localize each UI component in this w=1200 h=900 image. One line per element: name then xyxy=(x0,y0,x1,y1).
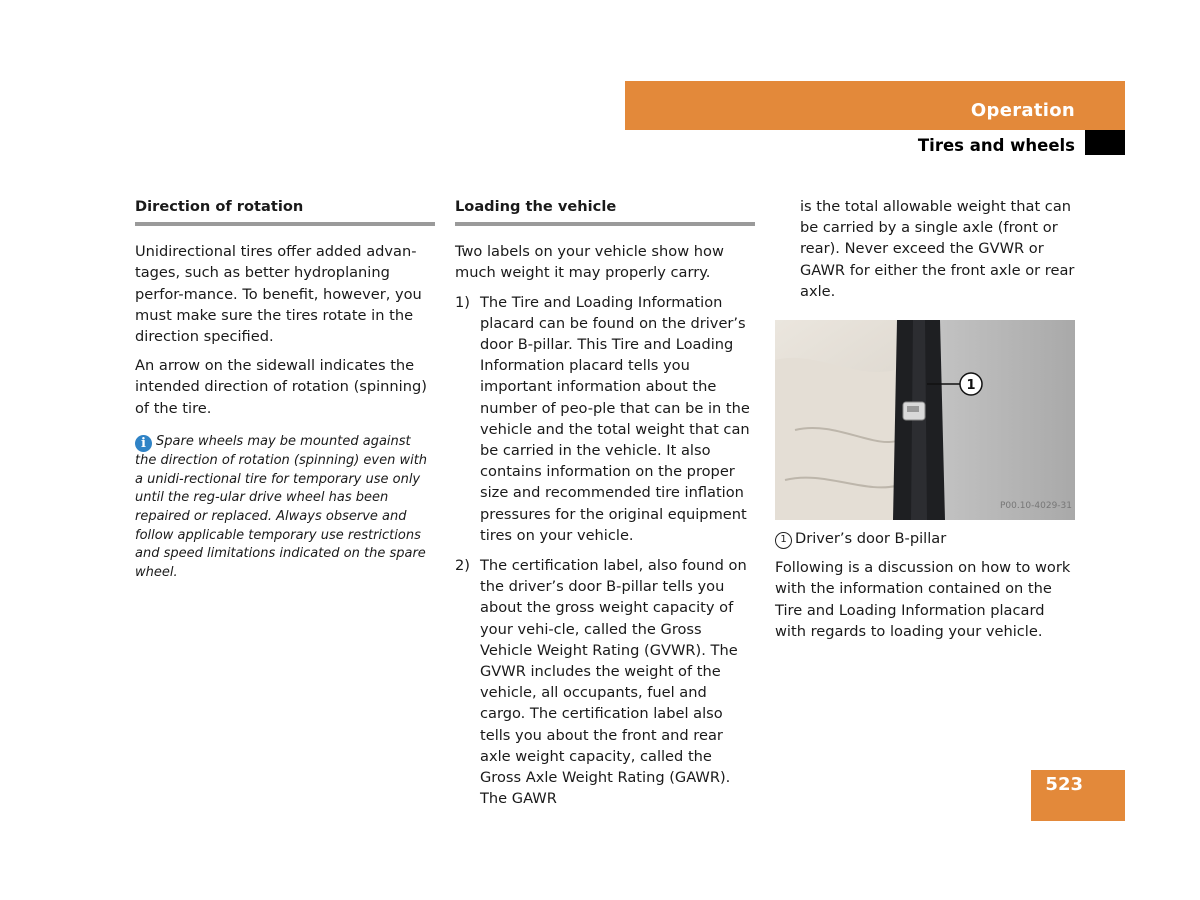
label-list xyxy=(455,292,755,810)
column-direction-of-rotation xyxy=(135,196,435,583)
thumb-tab xyxy=(1085,130,1125,155)
list-number: 2) xyxy=(455,557,470,575)
list-text: The Tire and Loading Information placard can be found on the driver’s door B-pillar. This Tire and Loading Information placard tells you important information about the number of peo-ple that can be in the vehicle and the total weight that can be carried in the vehicle. It also contains information on the proper size and recommended tire inflation pressures for the original equipment tires on your vehicle. xyxy=(480,293,750,544)
b-pillar-illustration xyxy=(775,320,1075,520)
paragraph-unidirectional: Unidirectional tires offer added advan-tages, such as better hydroplaning perfor-mance. To benefit, however, you must make sure the tires rotate in the direction specified. xyxy=(135,243,422,346)
info-note-text: Spare wheels may be mounted against the direction of rotation (spinning) even with a unidi-rectional tire for temporary use only until the reg-ular drive wheel has been repaired or replaced. Always observe and follow applicable temporary use restrictions and speed limitations indicated on the spare wheel. xyxy=(135,433,428,581)
caption-text: Driver’s door B-pillar xyxy=(795,530,947,548)
column-continuation xyxy=(775,196,1075,650)
page-number: 523 xyxy=(1045,774,1083,795)
photo-callout: 1 xyxy=(966,378,976,394)
photo-code: P00.10-4029-31 xyxy=(999,500,1072,511)
subsection-title: Tires and wheels xyxy=(917,136,1075,155)
heading-loading-vehicle: Loading the vehicle xyxy=(455,196,755,226)
list-number: 1) xyxy=(455,293,470,311)
info-icon: i xyxy=(135,435,152,452)
section-title: Operation xyxy=(970,100,1075,121)
paragraph-continuation: is the total allowable weight that can be carried by a single axle (front or rear). Never exceed the GVWR or GAWR for either the front axle or rear axle. xyxy=(800,198,1075,300)
column-loading-vehicle xyxy=(455,196,755,818)
info-note xyxy=(135,433,435,583)
list-item xyxy=(455,292,755,546)
photo-caption xyxy=(775,528,1075,549)
list-text: The certification label, also found on the driver’s door B-pillar tells you about the gross weight capacity of your vehi-cle, called the Gross Vehicle Weight Rating (GVWR). The GVWR includes the weight of the vehicle, all occupants, fuel and cargo. The certification label also tells you about the front and rear axle weight capacity, called the Gross Axle Weight Rating (GAWR). The GAWR xyxy=(480,557,747,808)
heading-direction-of-rotation: Direction of rotation xyxy=(135,196,435,226)
paragraph-following: Following is a discussion on how to work with the information contained on the Tire and Loading Information placard with regards to loading your vehicle. xyxy=(775,559,1071,640)
paragraph-arrow: An arrow on the sidewall indicates the intended direction of rotation (spinning) of the tire. xyxy=(135,357,427,417)
caption-marker: 1 xyxy=(775,532,792,549)
list-item xyxy=(455,555,755,809)
paragraph-intro: Two labels on your vehicle show how much weight it may properly carry. xyxy=(455,243,724,282)
b-pillar-photo xyxy=(775,320,1075,520)
